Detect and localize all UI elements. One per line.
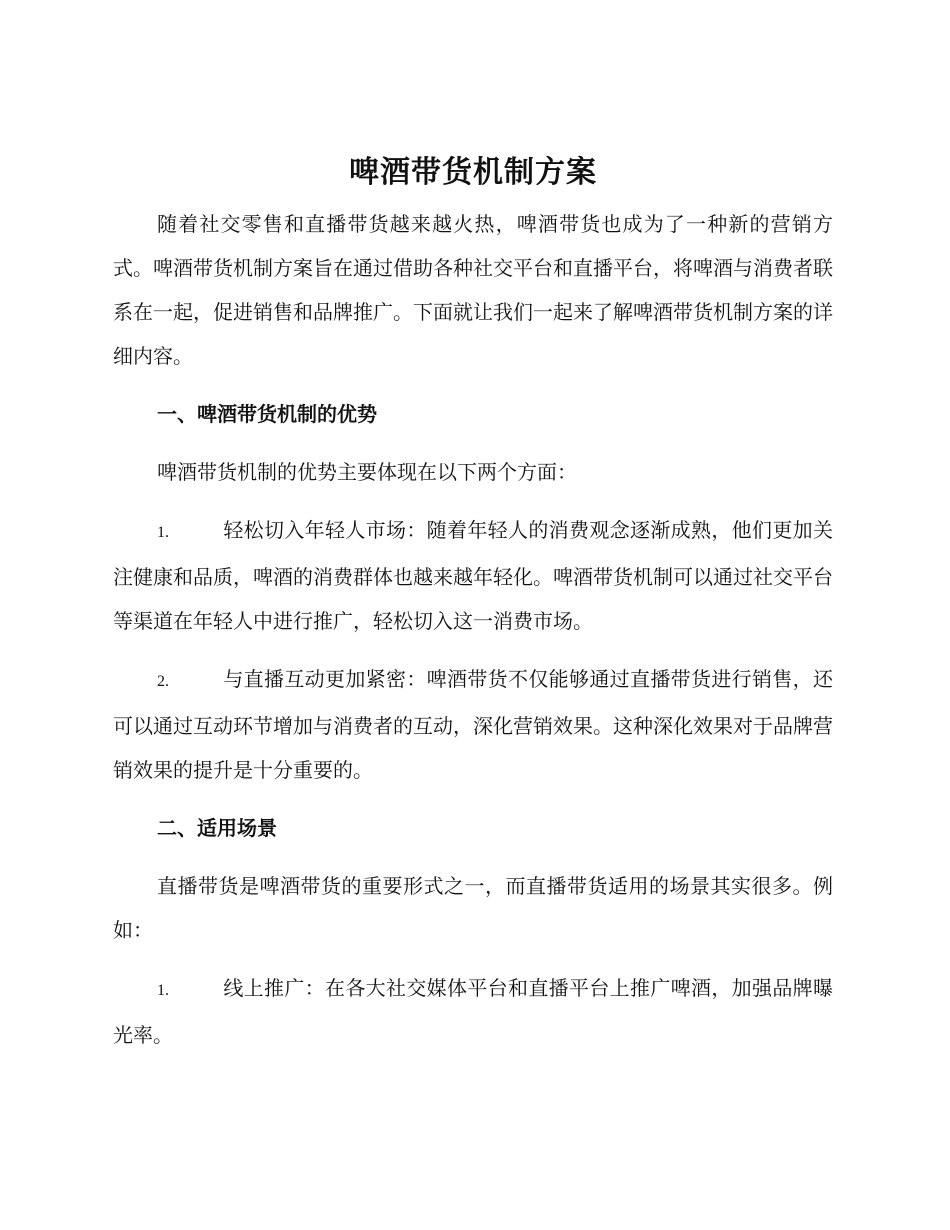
list-item-text: 线上推广：在各大社交媒体平台和直播平台上推广啤酒，加强品牌曝光率。 — [113, 976, 833, 1047]
list-item — [113, 966, 833, 1057]
section-lead-advantages: 啤酒带货机制的优势主要体现在以下两个方面： — [157, 460, 577, 484]
list-item-text: 轻松切入年轻人市场：随着年轻人的消费观念逐渐成熟，他们更加关注健康和品质，啤酒的消费群体也越来越年轻化。啤酒带货机制可以通过社交平台等渠道在年轻人中进行推广，轻松切入这一消费市场。 — [113, 518, 833, 633]
list-item — [113, 508, 833, 643]
list-item — [113, 657, 833, 792]
list-item-text: 与直播互动更加紧密：啤酒带货不仅能够通过直播带货进行销售，还可以通过互动环节增加与消费者的互动，深化营销效果。这种深化效果对于品牌营销效果的提升是十分重要的。 — [113, 667, 833, 782]
list-item-number: 1. — [157, 982, 169, 999]
section-heading-scenarios: 二、适用场景 — [157, 816, 277, 840]
list-item-number: 2. — [157, 673, 169, 690]
document-title: 啤酒带货机制方案 — [349, 155, 597, 190]
document-page — [113, 148, 833, 1071]
list-item-number: 1. — [157, 524, 169, 541]
intro-paragraph: 随着社交零售和直播带货越来越火热，啤酒带货也成为了一种新的营销方式。啤酒带货机制方案旨在通过借助各种社交平台和直播平台，将啤酒与消费者联系在一起，促进销售和品牌推广。下面就让我们一起来了解啤酒带货机制方案的详细内容。 — [113, 212, 833, 368]
section-lead-scenarios: 直播带货是啤酒带货的重要形式之一，而直播带货适用的场景其实很多。例如： — [113, 874, 833, 942]
section-heading-advantages: 一、啤酒带货机制的优势 — [157, 402, 377, 426]
